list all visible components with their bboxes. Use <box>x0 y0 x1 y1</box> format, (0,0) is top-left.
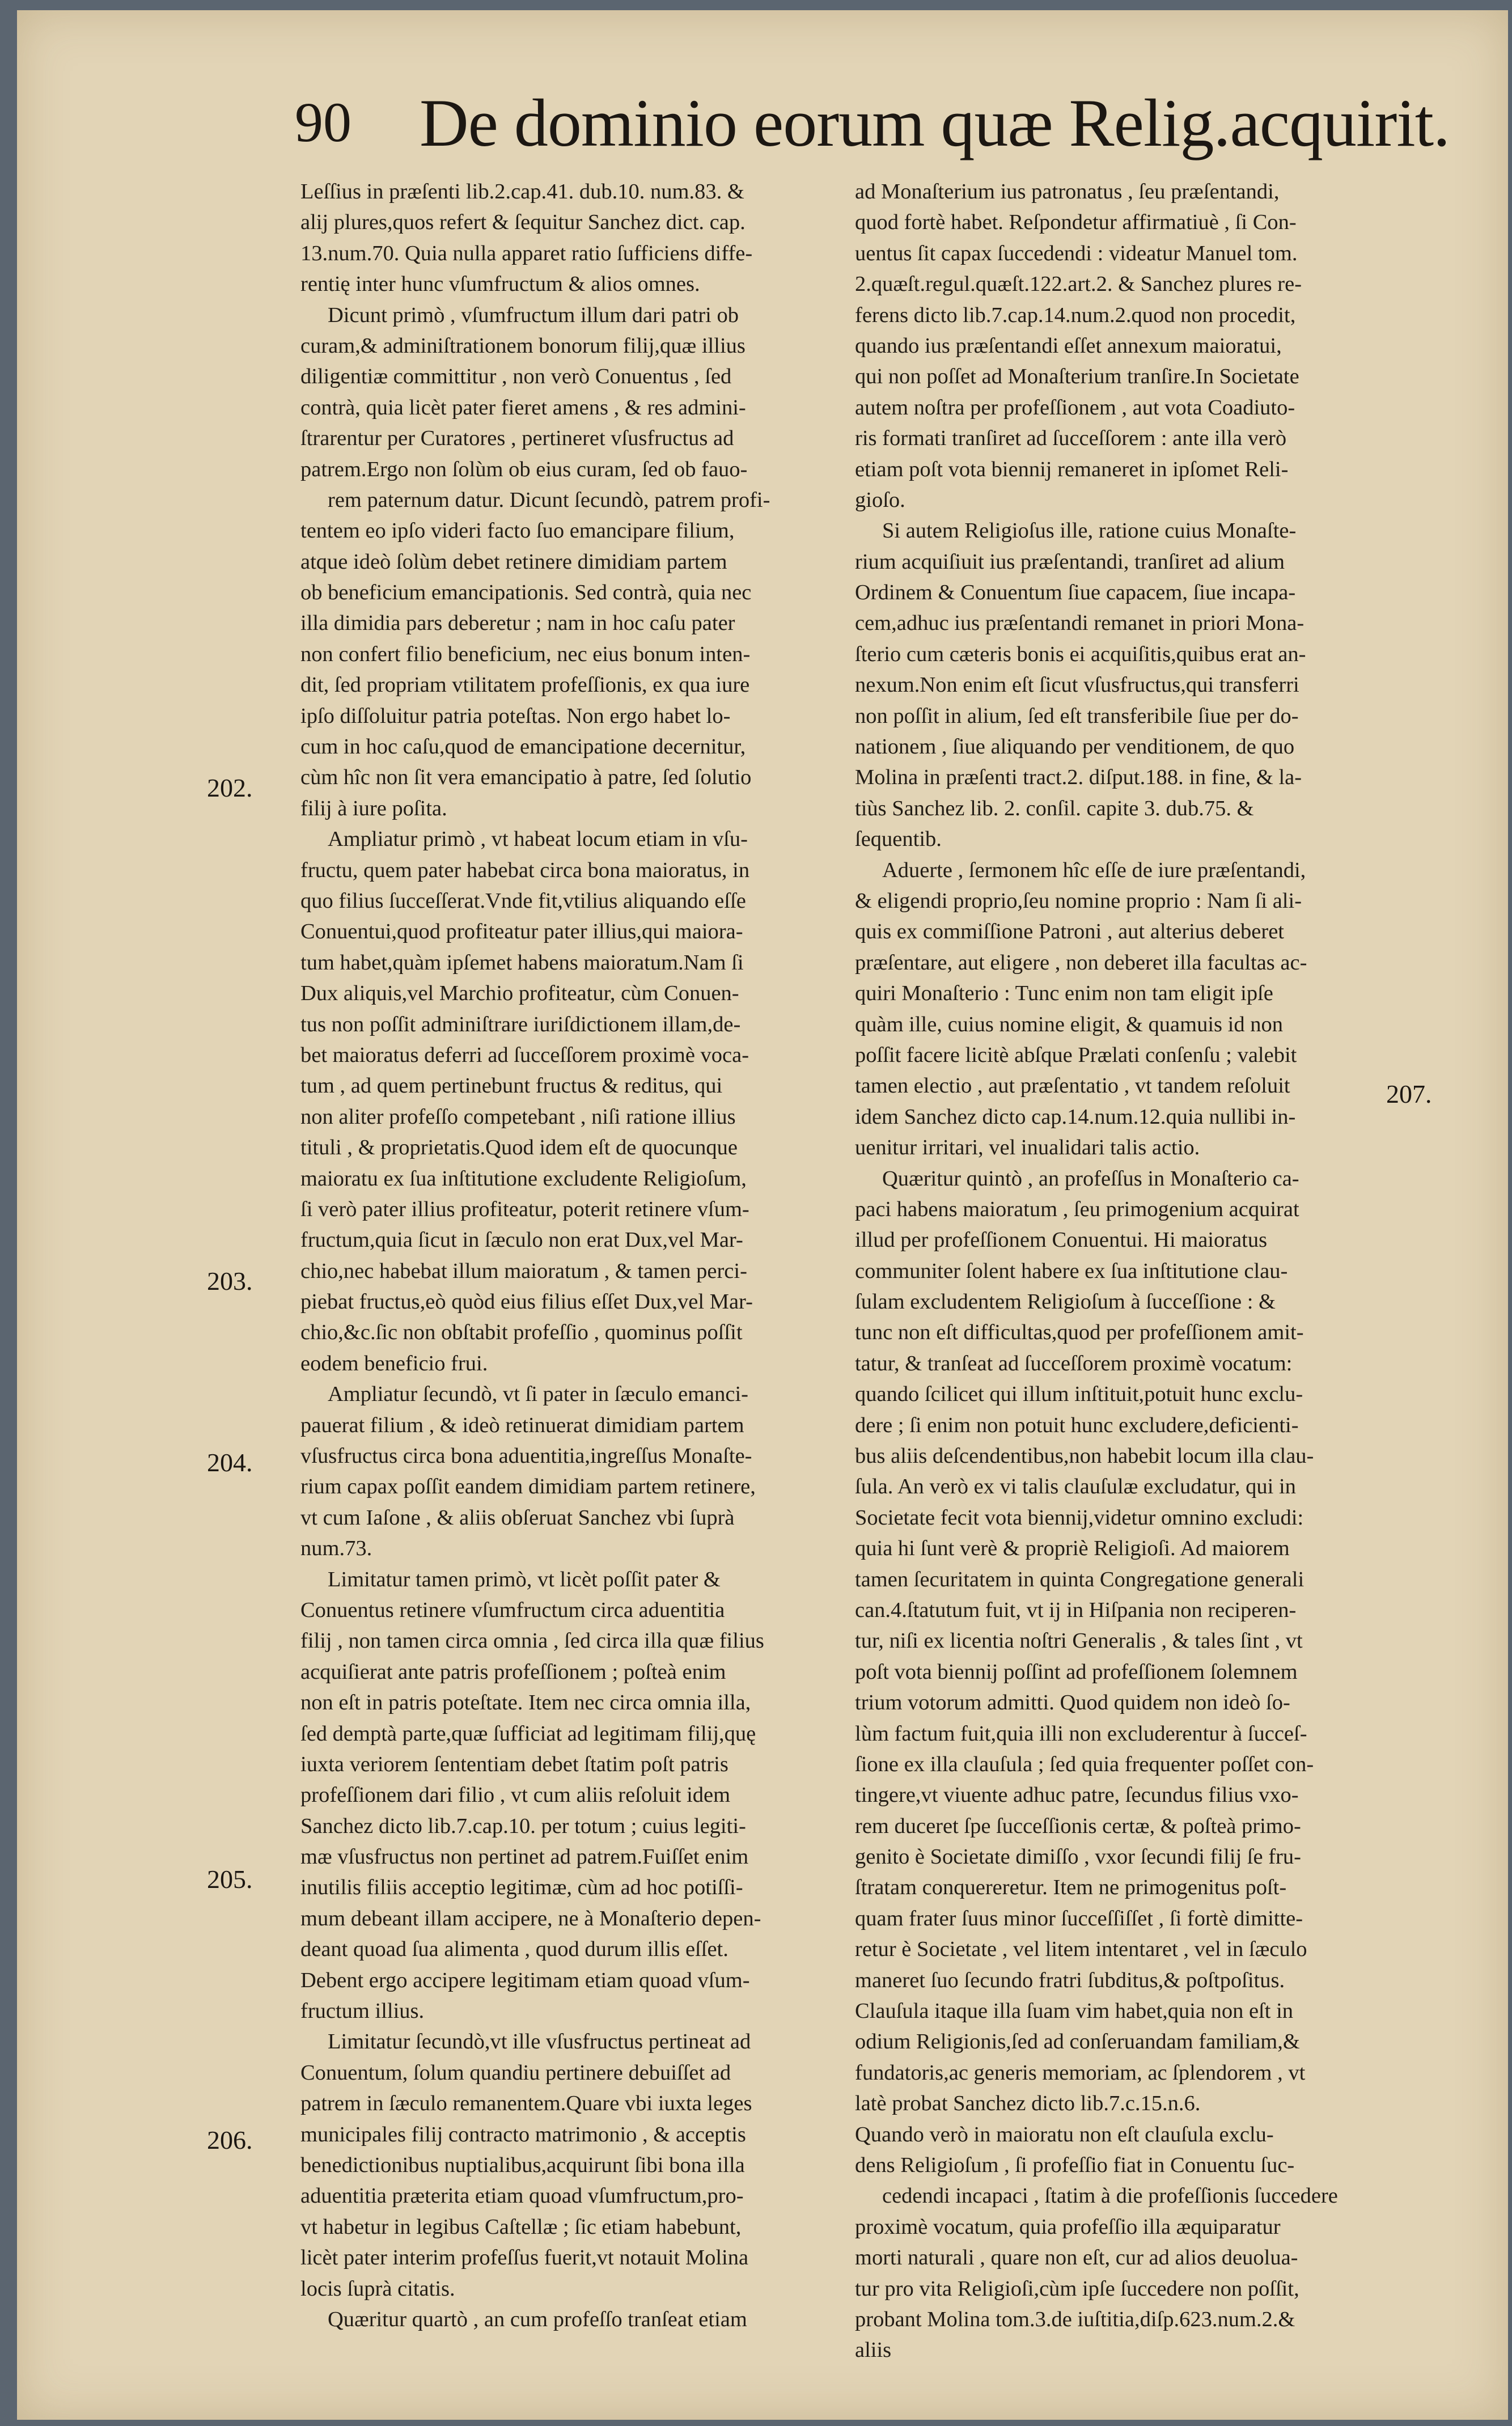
text-line: Aduerte , ſermonem hîc eſſe de iure præſentandi, <box>882 858 1306 882</box>
text-line: Quando verò in maioratu non eſt clauſula exclu- <box>855 2122 1274 2146</box>
text-line: Conuentum, ſolum quandiu pertinere debuiſſet ad <box>300 2060 731 2085</box>
text-line: bus aliis deſcendentibus,non habebit locum illa clau- <box>855 1444 1314 1468</box>
text-line: 13.num.70. Quia nulla apparet ratio ſufficiens diffe- <box>300 241 753 265</box>
text-line: Limitatur ſecundò,vt ille vſusfructus pertineat ad <box>328 2030 751 2054</box>
text-line: uenitur irritari, vel inualidari talis actio. <box>855 1136 1200 1160</box>
text-line: nationem , ſiue aliquando per venditionem, de quo <box>855 735 1295 759</box>
text-line: pauerat filium , & ideò retinuerat dimidiam partem <box>300 1413 744 1437</box>
text-line: Leſſius in præſenti lib.2.cap.41. dub.10. num.83. & <box>300 180 744 204</box>
text-line: Ordinem & Conuentum ſiue capacem, ſiue incapa- <box>855 581 1296 605</box>
text-line: dit, ſed propriam vtilitatem profeſſionis, ex qua iure <box>300 673 750 697</box>
text-line: patrem in ſæculo remanentem.Quare vbi iuxta leges <box>300 2091 752 2116</box>
folio-number: 90 <box>295 91 351 154</box>
right-column <box>855 176 1382 2366</box>
text-line: bet maioratus deferri ad ſucceſſorem proximè voca- <box>300 1043 749 1067</box>
text-line: dere ; ſi enim non potuit hunc excludere,deficienti- <box>855 1413 1299 1437</box>
text-line: vt habetur in legibus Caſtellæ ; ſic etiam habebunt, <box>300 2215 742 2239</box>
text-line: filij à iure poſita. <box>300 796 447 820</box>
text-line: Dicunt primò , vſumfructum illum dari patri ob <box>328 303 739 327</box>
text-line: tur pro vita Religioſi,cùm ipſe ſuccedere non poſſit, <box>855 2276 1299 2301</box>
margin-number-206: 206. <box>207 2126 253 2154</box>
text-line: poſſit facere licitè abſque Prælati conſenſu ; valebit <box>855 1043 1297 1067</box>
text-line: illa dimidia pars deberetur ; nam in hoc caſu pater <box>300 611 735 636</box>
text-line: Conuentus retinere vſumfructum circa aduentitia <box>300 1598 725 1622</box>
text-line: vſusfructus circa bona aduentitia,ingreſſus Monaſte- <box>300 1444 752 1468</box>
text-line: patrem.Ergo non ſolùm ob eius curam, ſed ob fauo- <box>300 457 748 481</box>
text-line: Quæritur quintò , an profeſſus in Monaſterio ca- <box>882 1166 1299 1191</box>
margin-number-207: 207. <box>1386 1079 1432 1108</box>
text-line: contrà, quia licèt pater fieret amens , & res admini- <box>300 395 746 420</box>
text-line: tum , ad quem pertinebunt fructus & reditus, qui <box>300 1074 723 1098</box>
text-line: fructum illius. <box>300 1999 425 2023</box>
text-line: paci habens maioratum , ſeu primogenium acquirat <box>855 1197 1299 1221</box>
text-line: rem paternum datur. Dicunt ſecundò, patrem profi- <box>328 488 770 512</box>
text-line: can.4.ſtatutum fuit, vt ij in Hiſpania non reciperen- <box>855 1598 1297 1622</box>
text-line: non confert filio beneficium, nec eius bonum inten- <box>300 642 751 666</box>
text-line: Molina in præſenti tract.2. diſput.188. in fine, & la- <box>855 765 1302 790</box>
text-line: Limitatur tamen primò, vt licèt poſſit pater & <box>328 1567 721 1591</box>
text-line: quiri Monaſterio : Tunc enim non tam eligit ipſe <box>855 981 1273 1006</box>
text-line: Societate fecit vota biennij,videtur omnino excludi: <box>855 1505 1304 1530</box>
text-line: alij plures,quos refert & ſequitur Sanchez dict. cap. <box>300 210 746 235</box>
text-line: tur, niſi ex licentia noſtri Generalis , & tales ſint , vt <box>855 1629 1303 1653</box>
text-line: tituli , & proprietatis.Quod idem eſt de quocunque <box>300 1136 738 1160</box>
text-line: retur è Societate , vel litem intentaret , vel in ſæculo <box>855 1937 1307 1962</box>
text-line: proximè vocatum, quia profeſſio illa æquiparatur <box>855 2215 1281 2239</box>
text-line: vt cum Iaſone , & aliis obſeruat Sanchez vbi ſuprà <box>300 1505 735 1530</box>
text-line: 2.quæſt.regul.quæſt.122.art.2. & Sanchez plures re- <box>855 272 1302 297</box>
text-line: rem duceret ſpe ſucceſſionis certæ, & poſteà primo- <box>855 1814 1301 1838</box>
text-line: rentię inter hunc vſumfructum & alios omnes. <box>300 272 700 297</box>
text-line: Dux aliquis,vel Marchio profiteatur, cùm Conuen- <box>300 981 739 1006</box>
text-line: gioſo. <box>855 488 905 512</box>
text-line: probant Molina tom.3.de iuſtitia,diſp.623.num.2.& <box>855 2307 1295 2331</box>
text-line: licèt pater interim profeſſus fuerit,vt notauit Molina <box>300 2246 749 2270</box>
text-line: tamen ſecuritatem in quinta Congregatione generali <box>855 1567 1305 1591</box>
text-line: Debent ergo accipere legitimam etiam quoad vſum- <box>300 1968 750 1992</box>
text-line: tentem eo ipſo videri facto ſuo emancipare filium, <box>300 519 735 543</box>
text-line: diligentiæ committitur , non verò Conuentus , ſed <box>300 365 732 389</box>
text-line: poſt vota biennij poſſint ad profeſſionem ſolemnem <box>855 1659 1298 1684</box>
text-line: etiam poſt vota biennij remaneret in ipſomet Reli- <box>855 457 1289 481</box>
margin-number-204: 204. <box>207 1448 253 1477</box>
text-line: nexum.Non enim eſt ſicut vſusfructus,qui transferri <box>855 673 1299 697</box>
text-line: ſulam excludentem Religioſum à ſucceſſione : & <box>855 1290 1276 1314</box>
text-line: ad Monaſterium ius patronatus , ſeu præſentandi, <box>855 180 1280 204</box>
text-line: inutilis filiis acceptio legitimæ, cùm ad hoc potiſſi- <box>300 1875 743 1900</box>
text-line: piebat fructus,eò quòd eius filius eſſet Dux,vel Mar- <box>300 1290 753 1314</box>
text-line: chio,&c.ſic non obſtabit profeſſio , quominus poſſit <box>300 1320 743 1345</box>
text-line: Ampliatur primò , vt habeat locum etiam in vſu- <box>328 827 748 852</box>
text-line: tum habet,quàm ipſemet habens maioratum.Nam ſi <box>300 950 744 975</box>
text-line: tiùs Sanchez lib. 2. conſil. capite 3. dub.75. & <box>855 796 1254 820</box>
text-line: non aliter profeſſo competebant , niſi ratione illius <box>300 1104 736 1129</box>
text-line: tunc non eſt difficultas,quod per profeſſionem amit- <box>855 1320 1304 1345</box>
book-page <box>17 10 1508 2420</box>
text-line: ſula. An verò ex vi talis clauſulæ excludatur, qui in <box>855 1475 1296 1499</box>
text-line: quia hi ſunt verè & propriè Religioſi. Ad maiorem <box>855 1536 1290 1561</box>
text-line: maneret ſuo ſecundo fratri ſubditus,& poſtpoſitus. <box>855 1968 1285 1992</box>
text-line: aliis <box>855 2338 892 2363</box>
text-line: num.73. <box>300 1536 372 1561</box>
text-line: dens Religioſum , ſi profeſſio fiat in Conuentu ſuc- <box>855 2153 1295 2177</box>
running-title: De dominio eorum quæ Relig.acquirit. <box>420 85 1450 160</box>
text-line: lùm factum fuit,quia illi non excluderentur à ſucceſ- <box>855 1721 1307 1746</box>
text-line: non poſſit in alium, ſed eſt transferibile ſiue per do- <box>855 704 1299 728</box>
text-line: tatur, & tranſeat ad ſucceſſorem proximè vocatum: <box>855 1351 1293 1375</box>
text-line: non eſt in patris poteſtate. Item nec circa omnia illa, <box>300 1691 751 1715</box>
text-line: quando ſcilicet qui illum inſtituit,potuit hunc exclu- <box>855 1382 1303 1407</box>
text-line: autem noſtra per profeſſionem , aut vota Coadiuto- <box>855 395 1295 420</box>
text-line: acquiſierat ante patris profeſſionem ; poſteà enim <box>300 1659 726 1684</box>
text-line: quo filius ſucceſſerat.Vnde fit,vtilius aliquando eſſe <box>300 888 746 913</box>
text-line: ſequentib. <box>855 827 942 852</box>
text-line: ſed demptà parte,quæ ſufficiat ad legitimam filij,quę <box>300 1721 756 1746</box>
text-line: quis ex commiſſione Patroni , aut alterius deberet <box>855 920 1284 944</box>
text-line: trium votorum admitti. Quod quidem non ideò ſo- <box>855 1691 1290 1715</box>
margin-number-202: 202. <box>207 773 253 802</box>
text-line: morti naturali , quare non eſt, cur ad alios deuolua- <box>855 2246 1298 2270</box>
text-line: iuxta veriorem ſententiam debet ſtatim poſt patris <box>300 1752 729 1776</box>
left-column <box>300 176 825 2335</box>
text-line: ſtratam conquereretur. Item ne primogenitus poſt- <box>855 1875 1287 1900</box>
text-line: fructu, quem pater habebat circa bona maioratus, in <box>300 858 750 882</box>
text-line: fundatoris,ac generis memoriam, ac ſplendorem , vt <box>855 2060 1306 2085</box>
text-line: benedictionibus nuptialibus,acquirunt ſibi bona illa <box>300 2153 745 2177</box>
text-line: latè probat Sanchez dicto lib.7.c.15.n.6. <box>855 2091 1201 2116</box>
text-line: quam frater ſuus minor ſucceſſiſſet , ſi fortè dimitte- <box>855 1906 1303 1930</box>
text-line: quàm ille, cuius nomine eligit, & quamuis id non <box>855 1012 1283 1036</box>
text-line: ris formati tranſiret ad ſucceſſorem : ante illa verò <box>855 426 1287 451</box>
text-line: rium acquiſiuit ius præſentandi, tranſiret ad alium <box>855 549 1285 574</box>
text-line: atque ideò ſolùm debet retinere dimidiam partem <box>300 549 727 574</box>
text-line: Clauſula itaque illa ſuam vim habet,quia non eſt in <box>855 1999 1294 2023</box>
text-line: fructum,quia ſicut in ſæculo non erat Dux,vel Mar- <box>300 1228 743 1252</box>
text-line: rium capax poſſit eandem dimidiam partem retinere, <box>300 1475 756 1499</box>
text-line: genito è Societate dimiſſo , vxor ſecundi filij ſe fru- <box>855 1845 1301 1869</box>
text-line: cùm hîc non ſit vera emancipatio à patre, ſed ſolutio <box>300 765 752 790</box>
text-line: aduentitia præterita etiam quoad vſumfructum,pro- <box>300 2184 744 2208</box>
text-line: ſterio cum cæteris bonis ei acquiſitis,quibus erat an- <box>855 642 1306 666</box>
text-line: mum debeant illam accipere, ne à Monaſterio depen- <box>300 1906 761 1930</box>
text-line: tamen electio , aut præſentatio , vt tandem reſoluit <box>855 1074 1290 1098</box>
text-line: Sanchez dicto lib.7.cap.10. per totum ; cuius legiti- <box>300 1814 746 1838</box>
text-line: cedendi incapaci , ſtatim à die profeſſionis ſuccedere <box>882 2184 1338 2208</box>
text-line: profeſſionem dari filio , vt cum aliis reſoluit idem <box>300 1783 731 1807</box>
text-line: ipſo diſſoluitur patria poteſtas. Non ergo habet lo- <box>300 704 731 728</box>
text-line: quando ius præſentandi eſſet annexum maioratui, <box>855 333 1282 358</box>
text-line: ob beneficium emancipationis. Sed contrà, quia nec <box>300 581 752 605</box>
text-line: cem,adhuc ius præſentandi remanet in priori Mona- <box>855 611 1305 636</box>
text-line: ferens dicto lib.7.cap.14.num.2.quod non procedit, <box>855 303 1296 327</box>
text-line: locis ſuprà citatis. <box>300 2276 455 2301</box>
text-line: mæ vſusfructus non pertinet ad patrem.Fuiſſet enim <box>300 1845 749 1869</box>
margin-number-205: 205. <box>207 1865 253 1894</box>
text-line: illud per profeſſionem Conuentui. Hi maioratus <box>855 1228 1268 1252</box>
text-line: Ampliatur ſecundò, vt ſi pater in ſæculo emanci- <box>328 1382 748 1407</box>
text-line: odium Religionis,ſed ad conſeruandam familiam,& <box>855 2030 1300 2054</box>
text-line: curam,& adminiſtrationem bonorum filij,quæ illius <box>300 333 746 358</box>
text-line: municipales filij contracto matrimonio , & acceptis <box>300 2122 746 2146</box>
text-line: deant quoad ſua alimenta , quod durum illis eſſet. <box>300 1937 729 1962</box>
text-line: præſentare, aut eligere , non deberet illa facultas ac- <box>855 950 1307 975</box>
text-line: Conuentui,quod profiteatur pater illius,qui maiora- <box>300 920 743 944</box>
text-line: Quæritur quartò , an cum profeſſo tranſeat etiam <box>328 2307 747 2331</box>
text-line: chio,nec habebat illum maioratum , & tamen perci- <box>300 1259 747 1283</box>
text-line: ſione ex illa clauſula ; ſed quia frequenter poſſet con- <box>855 1752 1314 1776</box>
text-line: ſtrarentur per Curatores , pertineret vſusfructus ad <box>300 426 734 451</box>
text-line: communiter ſolent habere ex ſua inſtitutione clau- <box>855 1259 1288 1283</box>
margin-number-203: 203. <box>207 1267 253 1295</box>
text-line: uentus ſit capax ſuccedendi : videatur Manuel tom. <box>855 241 1298 265</box>
text-line: quod fortè habet. Reſpondetur affirmatiuè , ſi Con- <box>855 210 1297 235</box>
text-line: & eligendi proprio,ſeu nomine proprio : Nam ſi ali- <box>855 888 1302 913</box>
text-line: idem Sanchez dicto cap.14.num.12.quia nullibi in- <box>855 1104 1296 1129</box>
text-line: filij , non tamen circa omnia , ſed circa illa quæ filius <box>300 1629 764 1653</box>
text-line: tus non poſſit adminiſtrare iuriſdictionem illam,de- <box>300 1012 741 1036</box>
text-line: qui non poſſet ad Monaſterium tranſire.In Societate <box>855 365 1299 389</box>
text-line: Si autem Religioſus ille, ratione cuius Monaſte- <box>882 519 1297 543</box>
text-line: eodem beneficio frui. <box>300 1351 488 1375</box>
text-line: tingere,vt viuente adhuc patre, ſecundus filius vxo- <box>855 1783 1299 1807</box>
text-line: cum in hoc caſu,quod de emancipatione decernitur, <box>300 735 746 759</box>
text-line: ſi verò pater illius profiteatur, poterit retinere vſum- <box>300 1197 749 1221</box>
text-line: maioratu ex ſua inſtitutione excludente Religioſum, <box>300 1166 747 1191</box>
page-header <box>295 84 1450 169</box>
